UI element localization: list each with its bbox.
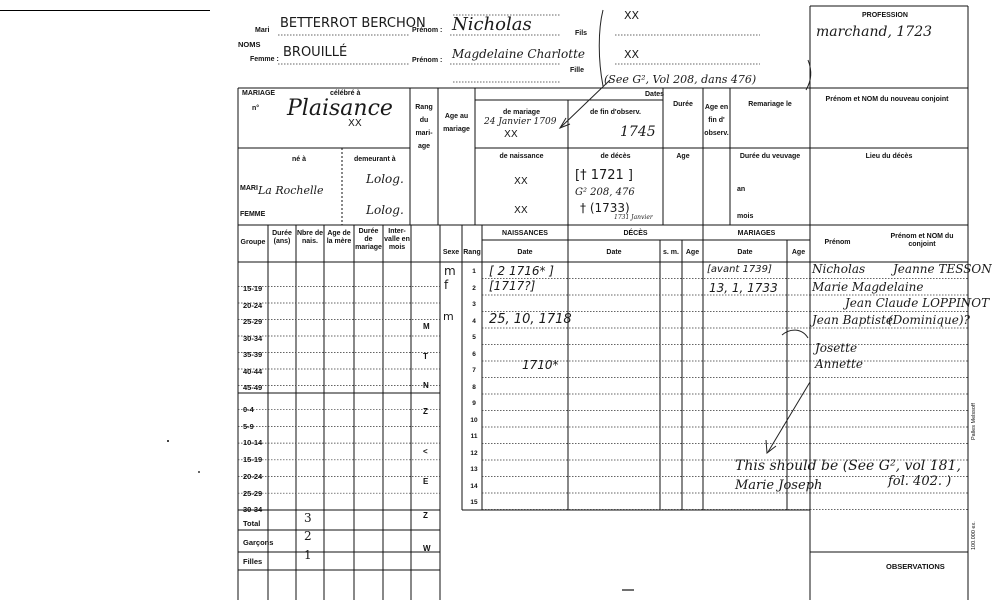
fille-mark: XX	[624, 48, 640, 61]
child-2-conjoint[interactable]: Jean Claude LOPPINOT	[845, 296, 990, 310]
child-2-sexe[interactable]: f	[444, 278, 449, 292]
rang-number: 5	[472, 334, 476, 341]
deces-age-label: Age	[685, 249, 700, 256]
observations-label: OBSERVATIONS	[886, 562, 945, 571]
fils-label: Fils	[575, 30, 588, 37]
total-value[interactable]: 3	[304, 511, 312, 525]
duration-group-label: 10-14	[243, 438, 263, 448]
rang-number: 12	[470, 449, 478, 457]
rang-number: 15	[470, 499, 478, 506]
duration-group-label: 15-19	[243, 455, 263, 465]
rang-number: 7	[472, 367, 476, 374]
age-label-mariage: Age	[676, 153, 690, 160]
child-4-prenom[interactable]: Josette	[815, 341, 858, 355]
age-group-label: 25-29	[243, 317, 263, 326]
source-note: (See G², Vol 208, dans 476)	[604, 73, 757, 86]
femme-prenom[interactable]: Magdelaine Charlotte	[452, 47, 585, 61]
duration-group-label: 5-9	[243, 421, 254, 431]
rang-number: 13	[470, 466, 478, 473]
prenom-femme-label: Prénom :	[412, 57, 443, 64]
duration-group-label: 30-34	[243, 505, 263, 515]
mariage-label: MARIAGE	[242, 90, 276, 97]
de-fin-label: de fin d'observ.	[590, 109, 641, 116]
noms-label: NOMS	[238, 40, 261, 49]
mariage-place[interactable]: Plaisance	[287, 96, 393, 121]
vertical-margin-letter: E	[423, 477, 429, 486]
demeurant-a-label: demeurant à	[354, 156, 396, 163]
de-naissance-label: de naissance	[499, 153, 544, 160]
femme-row-label: FEMME	[240, 211, 266, 218]
rang-number: 6	[472, 350, 476, 358]
rang-number: 9	[472, 400, 476, 407]
femme-deces[interactable]: † (1733)	[580, 201, 630, 215]
rang-label: Rang	[463, 249, 481, 256]
mari-demeurant[interactable]: Lolog.	[366, 172, 404, 186]
date-mariage-mark: XX	[504, 129, 518, 140]
vertical-margin-letter: T	[423, 352, 428, 361]
rang-number: 4	[472, 317, 476, 325]
speck	[198, 471, 200, 473]
age-mere-label: Age de la mère	[326, 230, 352, 245]
duree-mariage-label: Durée de mariage	[355, 228, 382, 251]
profession-value[interactable]: marchand, 1723	[816, 24, 933, 40]
no-label: n°	[252, 105, 260, 112]
child-2-prenom[interactable]: Marie Magdelaine	[812, 280, 924, 294]
ne-a-label: né à	[292, 156, 307, 163]
mariage-date-label: Date	[737, 249, 753, 256]
filles-label: Filles	[243, 557, 263, 566]
child-1-conjoint[interactable]: Jeanne TESSON	[893, 262, 992, 276]
rang-number: 2	[472, 284, 476, 292]
sexe-label: Sexe	[442, 249, 460, 256]
note-line-2: Marie Joseph	[735, 478, 823, 493]
deces-label: DÉCÈS	[623, 230, 648, 237]
child-3-conjoint[interactable]: (Dominique)?	[888, 313, 970, 327]
mari-deces[interactable]: [† 1721 ]	[575, 168, 633, 183]
nbre-naiss-label: Nbre de nais.	[296, 230, 324, 245]
duration-group-label: 0-4	[243, 405, 254, 414]
femme-name[interactable]: BROUILLÉ	[283, 45, 348, 60]
note-line-1: This should be (See G², vol 181,	[735, 458, 961, 474]
fils-mark: XX	[624, 9, 640, 22]
duree-label: Durée	[673, 101, 693, 108]
rang-number: 10	[470, 416, 478, 424]
age-group-label: 15-19	[243, 284, 263, 293]
age-en-fin-label: Age en fin d' observ.	[704, 104, 729, 137]
duree-veuvage-label: Durée du veuvage	[739, 153, 801, 160]
an-label: an	[737, 186, 746, 193]
celebre-label: célébré à	[330, 90, 361, 97]
child-1-naissance[interactable]: [ 2 1716* ]	[489, 264, 554, 278]
filles-value[interactable]: 1	[304, 548, 312, 562]
vertical-margin-letter: M	[423, 322, 430, 331]
vertical-margin-letter: <	[423, 447, 428, 456]
vertical-margin-letter: N	[423, 381, 429, 390]
de-deces-label: de décès	[600, 153, 631, 160]
rang-mariage-label: Rang du mari- age	[415, 104, 433, 150]
sm-label: s. m.	[663, 249, 679, 256]
note-line-3: fol. 402. )	[888, 474, 952, 489]
prenom-nom-nouveau-label: Prénom et NOM du nouveau conjoint	[825, 96, 949, 103]
total-label: Total	[243, 519, 261, 528]
mois-label: mois	[737, 213, 754, 220]
vertical-margin-letter: Z	[423, 407, 428, 416]
rang-number: 14	[470, 482, 478, 490]
rang-number: 11	[470, 433, 478, 440]
duration-group-label: 20-24	[243, 471, 263, 481]
deces-date-label: Date	[606, 249, 622, 256]
age-group-label: 45-49	[243, 383, 263, 392]
age-group-label: 20-24	[243, 300, 263, 310]
child-3-sexe[interactable]: m	[443, 310, 454, 323]
profession-label: PROFESSION	[862, 12, 908, 19]
prenom-nom-conjoint-label: Prénom et NOM du conjoint	[890, 233, 954, 248]
femme-naissance: XX	[514, 205, 528, 216]
garcons-label: Garçons	[243, 538, 274, 547]
garcons-value[interactable]: 2	[304, 529, 312, 543]
mari-name[interactable]: BETTERROT BERCHON	[280, 16, 426, 31]
mari-ne-a[interactable]: La Rochelle	[258, 184, 324, 197]
child-4-naissance[interactable]: 1710*	[522, 358, 559, 372]
child-1-mariage[interactable]: [avant 1739]	[707, 264, 772, 275]
vertical-margin-letter: W	[423, 544, 431, 553]
remariage-label: Remariage le	[748, 101, 792, 108]
fille-label: Fille	[570, 67, 585, 74]
printer-mark: Palles Melssoff	[971, 403, 977, 440]
child-5-prenom[interactable]: Annette	[815, 357, 863, 371]
de-mariage-label: de mariage	[503, 109, 540, 116]
mariage-age-label: Age	[791, 249, 806, 256]
mariages-label: MARIAGES	[737, 230, 776, 237]
femme-demeurant[interactable]: Lolog.	[366, 203, 404, 217]
vertical-margin-letter: Z	[423, 511, 428, 520]
child-1-prenom[interactable]: Nicholas	[812, 262, 866, 276]
rang-number: 3	[472, 301, 476, 308]
naissance-date-label: Date	[517, 249, 533, 256]
age-group-label: 35-39	[243, 350, 263, 359]
duration-group-label: 25-29	[243, 488, 263, 498]
speck	[167, 440, 169, 442]
child-2-mariage[interactable]: 13, 1, 1733	[709, 281, 778, 295]
prenom-label: Prénom	[824, 239, 851, 246]
lieu-deces-label: Lieu du décès	[865, 153, 913, 160]
age-au-mariage-label: Age au mariage	[443, 113, 470, 133]
mariage-place-mark: XX	[348, 118, 362, 129]
rang-number: 8	[472, 383, 476, 391]
child-1-sexe[interactable]: m	[444, 264, 456, 278]
edge-line	[0, 10, 210, 11]
mari-deces-ref: G² 208, 476	[575, 187, 635, 198]
mari-naissance: XX	[514, 176, 528, 187]
mari-label: Mari	[255, 27, 270, 34]
child-3-naissance[interactable]: 25, 10, 1718	[489, 312, 572, 327]
age-group-label: 40-44	[243, 366, 263, 376]
child-3-prenom[interactable]: Jean Baptiste	[812, 313, 894, 327]
rang-number: 1	[472, 268, 476, 275]
groupe-label: Groupe	[240, 239, 266, 246]
duree-ans-label: Durée (ans)	[272, 230, 292, 245]
mari-prenom[interactable]: Nicholas	[452, 14, 532, 35]
date-fin[interactable]: 1745	[620, 124, 656, 140]
intervalle-label: Inter- valle en mois	[384, 228, 410, 251]
child-2-naissance[interactable]: [1717?]	[489, 279, 536, 293]
print-run-mark: 100.000 ex.	[971, 521, 977, 550]
femme-deces-small: 1731 Janvier	[614, 214, 653, 221]
femme-label: Femme :	[250, 56, 279, 63]
age-group-label: 30-34	[243, 333, 263, 343]
dates-label: Dates	[645, 91, 665, 98]
naissances-label: NAISSANCES	[502, 230, 548, 237]
prenom-mari-label: Prénom :	[412, 27, 443, 34]
mari-row-label: MARI	[240, 185, 258, 192]
date-mariage[interactable]: 24 Janvier 1709	[484, 117, 557, 127]
